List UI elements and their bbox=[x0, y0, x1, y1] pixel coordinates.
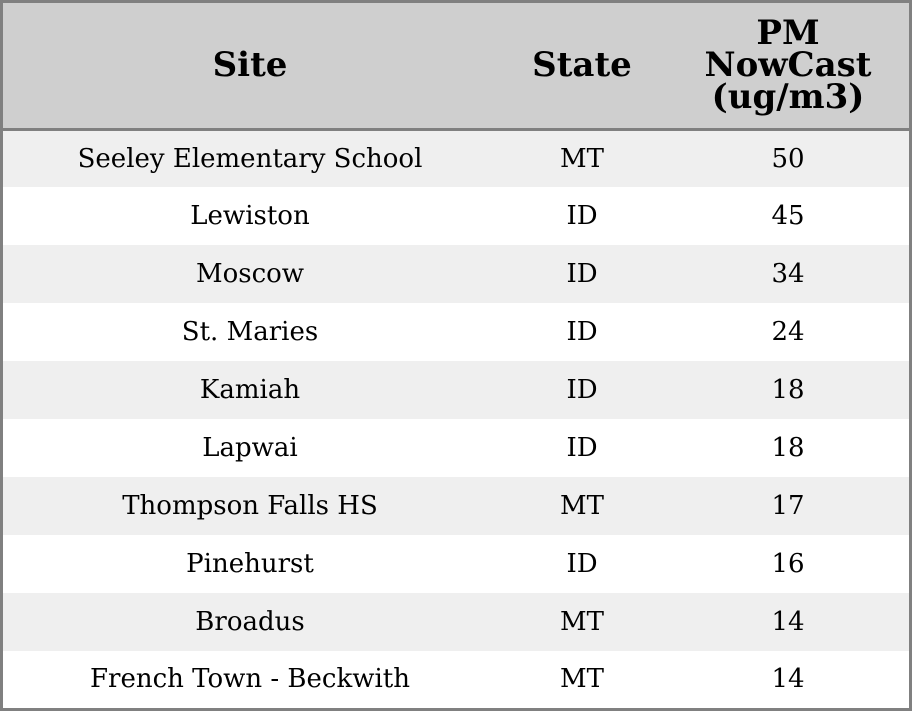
site-cell: French Town - Beckwith bbox=[89, 664, 411, 694]
pm-nowcast-cell: 16 bbox=[771, 549, 805, 579]
table-row bbox=[3, 535, 909, 593]
column-header-state: State bbox=[497, 3, 667, 129]
state-cell: MT bbox=[560, 664, 604, 694]
pm-nowcast-cell: 14 bbox=[771, 607, 805, 637]
site-cell: Kamiah bbox=[199, 375, 301, 405]
state-cell: ID bbox=[566, 433, 598, 463]
table-row bbox=[3, 593, 909, 651]
state-cell: MT bbox=[560, 491, 604, 521]
state-cell: MT bbox=[560, 143, 604, 174]
site-cell: Lapwai bbox=[202, 433, 298, 463]
table-row bbox=[3, 303, 909, 361]
site-cell: Broadus bbox=[195, 607, 305, 637]
table-body bbox=[3, 129, 909, 707]
pm-nowcast-cell: 18 bbox=[771, 375, 805, 405]
state-cell: ID bbox=[566, 549, 598, 579]
site-cell: Moscow bbox=[195, 259, 305, 289]
table-row bbox=[3, 419, 909, 477]
table-row bbox=[3, 651, 909, 707]
site-cell: St. Maries bbox=[181, 317, 319, 347]
state-cell: ID bbox=[566, 259, 598, 289]
table-row bbox=[3, 245, 909, 303]
site-cell: Thompson Falls HS bbox=[122, 491, 378, 521]
pm-nowcast-cell: 14 bbox=[771, 664, 805, 694]
pm-nowcast-cell: 34 bbox=[771, 259, 805, 289]
pm-nowcast-cell: 17 bbox=[771, 491, 805, 521]
table-row bbox=[3, 477, 909, 535]
site-cell: Lewiston bbox=[190, 201, 310, 231]
state-cell: MT bbox=[560, 607, 604, 637]
site-cell: Seeley Elementary School bbox=[77, 143, 423, 174]
state-cell: ID bbox=[566, 201, 598, 231]
pm-nowcast-cell: 18 bbox=[771, 433, 805, 463]
column-header-site: Site bbox=[3, 3, 497, 129]
pm-nowcast-cell: 24 bbox=[771, 317, 805, 347]
state-cell: ID bbox=[566, 317, 598, 347]
table-row bbox=[3, 129, 909, 187]
table-header-row bbox=[3, 3, 909, 129]
column-header-pm-nowcast-label: PM NowCast (ug/m3) bbox=[704, 13, 872, 118]
column-header-pm-nowcast bbox=[667, 3, 909, 129]
table-row bbox=[3, 361, 909, 419]
site-cell: Pinehurst bbox=[186, 549, 314, 579]
pm-nowcast-cell: 50 bbox=[771, 143, 805, 174]
pm-nowcast-cell: 45 bbox=[771, 201, 805, 231]
pm-nowcast-table bbox=[3, 3, 909, 707]
state-cell: ID bbox=[566, 375, 598, 405]
table-row bbox=[3, 187, 909, 245]
